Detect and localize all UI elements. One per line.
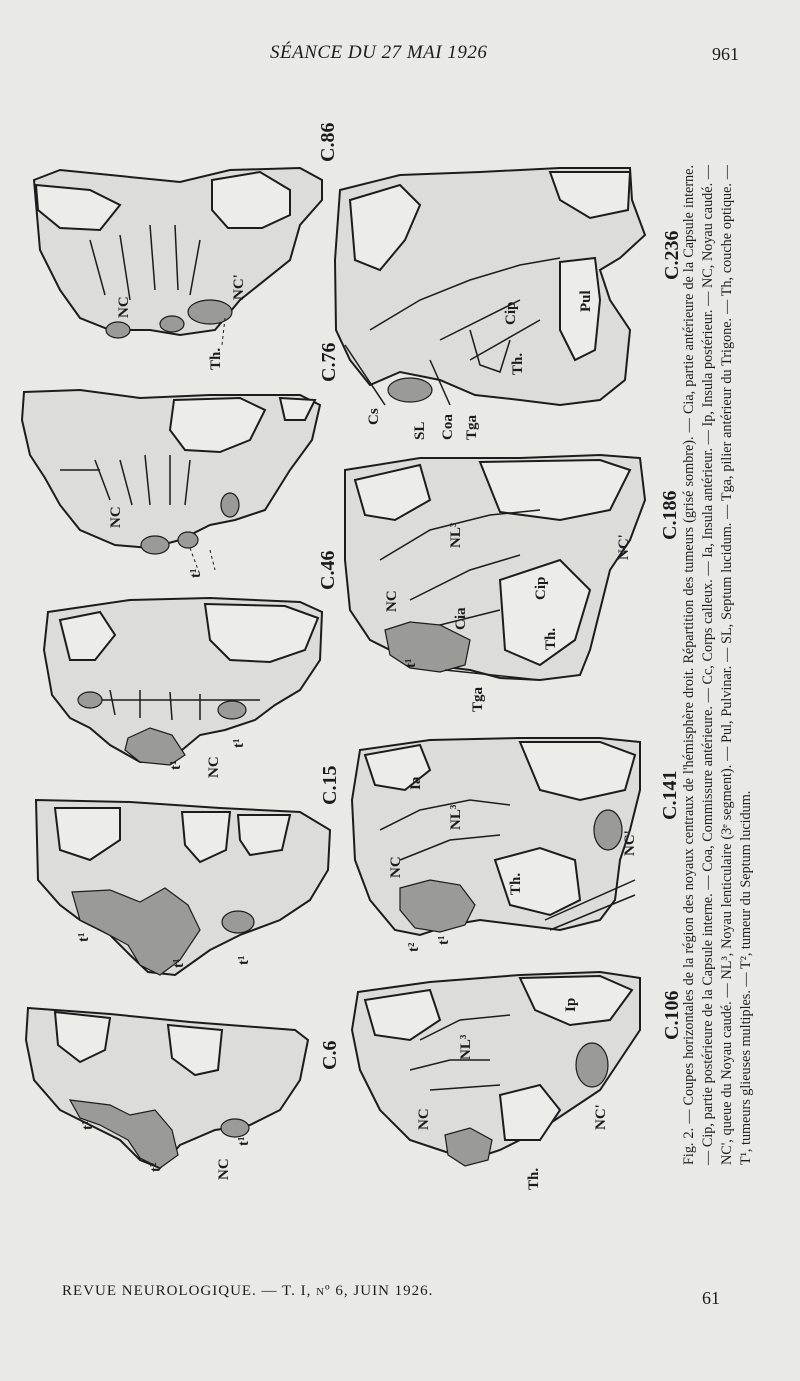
- label-t1-c186: t¹: [403, 658, 419, 668]
- label-cs-c236: Cs: [366, 408, 382, 425]
- label-tga-c236: Tga: [464, 414, 480, 440]
- figure-caption-text: Fig. 2. — Coupes horizontales de la région des noyaux centraux de l'hémisphère droit. Répartition des tumeurs (grisé sombre). — Cia, partie antérieure de la Capsule interne. — Cip, partie postérieure de la Capsule interne. — Coa, Commissure antérieure. — Cc, Corps calleux. — Ia, Insula antérieur. — Ip, Insula postérieur. — NC, Noyau caudé. — NC', queue du Noyau caudé. — NL³, Noyau lenticulaire (3ᵉ segment). — Pul, Pulvinar. — SL, Septum lucidum. — Tga, pilier antérieur du Trigone. — Th, couche optique. — T¹, tumeurs glieuses multiples. — T², tumeur du Septum lucidum.: [681, 165, 754, 1165]
- label-t2-c141: t²: [406, 942, 422, 952]
- label-t1b-c46: t¹: [231, 738, 247, 748]
- running-header-title: SÉANCE DU 27 MAI 1926: [270, 42, 488, 63]
- section-c141-drawing: [352, 738, 640, 935]
- section-c106-label: C.106: [661, 990, 683, 1040]
- label-t1-c15c: t¹: [236, 955, 252, 965]
- section-c141-label: C.141: [659, 770, 681, 820]
- section-c86-drawing: [34, 168, 322, 345]
- label-t1-c15a: t¹: [76, 932, 92, 942]
- label-th-c186: Th.: [543, 627, 559, 650]
- label-th-c86: Th.: [208, 347, 224, 370]
- label-nl3-c186: NL³: [448, 522, 464, 548]
- label-nc-c141: NC: [388, 856, 404, 878]
- section-c106-drawing: [352, 972, 640, 1166]
- section-c76-label: C.76: [318, 342, 340, 382]
- page-number: 961: [712, 44, 739, 64]
- label-nc-prime-c141: NC': [622, 830, 638, 856]
- label-th-c236: Th.: [510, 352, 526, 375]
- label-coa-c236: Coa: [440, 414, 456, 440]
- label-t1-c15b: t¹: [171, 958, 187, 968]
- label-nc-prime-c106: NC': [593, 1104, 609, 1130]
- label-t2-c6: t²: [148, 1162, 164, 1172]
- label-nc-c106: NC: [416, 1108, 432, 1130]
- figure-caption: [680, 165, 756, 1165]
- section-c15-label: C.15: [319, 765, 341, 805]
- section-c76-drawing: [22, 390, 320, 575]
- label-cia-c186: Cia: [453, 607, 469, 630]
- section-c186-label: C.186: [659, 490, 681, 540]
- footer-page-number: 61: [702, 1288, 720, 1308]
- footer-journal-citation: REVUE NEUROLOGIQUE. — T. I, nº 6, JUIN 1926.: [62, 1283, 434, 1299]
- label-nc-c46: NC: [206, 756, 222, 778]
- label-nc-prime-c86: NC': [231, 274, 247, 300]
- label-t1-c6b: t¹: [236, 1136, 252, 1146]
- label-nc-c76: NC: [108, 506, 124, 528]
- label-nc-c86: NC: [116, 296, 132, 318]
- section-c6-label: C.6: [319, 1040, 341, 1070]
- label-pul-c236: Pul: [578, 290, 594, 312]
- label-t1-c46: t¹: [168, 760, 184, 770]
- label-th-c141: Th.: [508, 872, 524, 895]
- label-nc-prime-c186: NC': [616, 534, 632, 560]
- section-c15-drawing: [36, 800, 330, 975]
- label-nl3-c141: NL³: [448, 804, 464, 830]
- label-ia-c141: Ia: [408, 776, 424, 790]
- label-sl-c236: SL: [412, 421, 428, 440]
- label-t1-c141: t¹: [436, 935, 452, 945]
- label-t1-c6a: t¹: [80, 1120, 96, 1130]
- section-c46-label: C.46: [317, 550, 339, 590]
- label-ip-c106: Ip: [563, 997, 579, 1012]
- label-t1-c76: t¹: [188, 568, 204, 578]
- label-nc-c186: NC: [384, 590, 400, 612]
- label-nc-c6: NC: [216, 1158, 232, 1180]
- section-c186-drawing: [345, 455, 645, 680]
- label-cip-c186: Cip: [533, 576, 549, 600]
- section-c6-drawing: [26, 1008, 308, 1168]
- label-nl3-c106: NL³: [458, 1034, 474, 1060]
- label-tga-c186: Tga: [470, 686, 486, 712]
- section-c236-drawing: [335, 168, 645, 405]
- label-cip-c236: Cip: [503, 301, 519, 325]
- section-c46-drawing: [44, 598, 322, 765]
- section-c236-label: C.236: [661, 230, 683, 280]
- section-c86-label: C.86: [317, 122, 339, 162]
- label-th-c106: Th.: [526, 1167, 542, 1190]
